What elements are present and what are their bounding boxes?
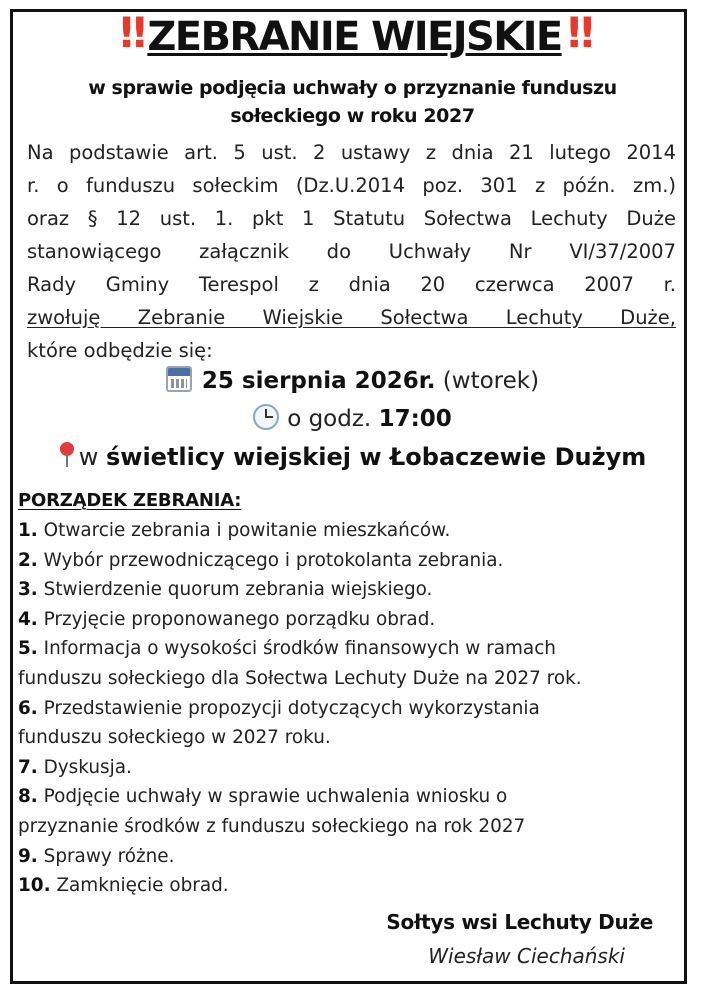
agenda-list [18,516,683,901]
agenda-item [18,546,683,576]
location-pin-icon [59,442,75,468]
agenda-item-continuation: funduszu sołeckiego dla Sołectwa Lechuty Duże na 2027 rok. [18,667,582,689]
agenda-item-text: Informacja o wysokości środków finansowych w ramach [37,638,556,660]
agenda-item-text: Otwarcie zebrania i powitanie mieszkańców. [37,520,451,541]
meeting-date [0,366,705,394]
agenda-item-number: 10. [18,875,51,897]
intro-line-convocation: zwołuję Zebranie Wiejskie Sołectwa Lechuty Duże, [27,306,676,329]
agenda-item-text: Przedstawienie propozycji dotyczących wykorzystania [37,697,540,719]
agenda-item-number: 5. [18,638,38,660]
agenda-item-text: Sprawy różne. [37,845,175,867]
agenda-item-number: 9. [18,845,38,867]
agenda-item [18,516,683,546]
agenda-item-number: 2. [18,549,38,571]
agenda-item-continuation: przyznanie środków z funduszu sołeckiego na rok 2027 [18,815,526,837]
subtitle-line-1: w sprawie podjęcia uchwały o przyznanie funduszu [88,77,617,99]
agenda-item-text: Stwierdzenie quorum zebrania wiejskiego. [37,579,433,601]
agenda-item [18,605,683,635]
agenda-item-number: 7. [18,756,38,778]
meeting-time [0,404,705,432]
agenda-item-number: 6. [18,697,38,719]
intro-line: Rady Gminy Terespol z dnia 20 czerwca 2007 r. [27,273,676,296]
agenda-item [18,694,683,724]
agenda-item-number: 1. [18,520,38,541]
clock-icon [253,404,279,430]
place-prefix: w [78,443,106,471]
agenda-item [18,842,683,872]
agenda-item-number: 3. [18,579,38,601]
agenda-item [18,575,683,605]
agenda-item-text: Przyjęcie proponowanego porządku obrad. [37,608,436,630]
agenda-item-text: Podjęcie uchwały w sprawie uchwalenia wniosku o [37,786,508,808]
agenda-item-text: Zamknięcie obrad. [50,875,229,897]
signature-role: Sołtys wsi Lechuty Duże [386,910,653,934]
date-day: (wtorek) [435,368,540,394]
double-exclamation-icon: ‼ [567,8,587,57]
agenda-item-number: 4. [18,608,38,630]
agenda-item [18,871,683,901]
meeting-place [0,442,705,471]
agenda-item-text: Dyskusja. [37,756,132,778]
intro-line: Na podstawie art. 5 ust. 2 ustawy z dnia 21 lutego 2014 [27,141,676,164]
subtitle-line-2: sołeckiego w roku 2027 [230,105,475,127]
agenda-heading: PORZĄDEK ZEBRANIA: [18,490,242,511]
intro-line: r. o funduszu sołeckim (Dz.U.2014 poz. 301 z późn. zm.) [27,174,676,197]
intro-line: które odbędzie się: [27,339,213,362]
time-prefix: o godz. [287,406,379,432]
intro-line: oraz § 12 ust. 1. pkt 1 Statutu Sołectwa Lechuty Duże [27,207,676,230]
title-row [0,8,705,61]
agenda-item-continuation: funduszu sołeckiego w 2027 roku. [18,727,331,749]
page-title: ZEBRANIE WIEJSKIE [147,13,562,60]
agenda-item-text: Wybór przewodniczącego i protokolanta zebrania. [37,549,504,571]
agenda-item [18,782,683,812]
double-exclamation-icon: ‼ [120,8,140,57]
date-value: 25 sierpnia 2026r. [201,368,436,394]
agenda-item-number: 8. [18,786,38,808]
calendar-icon [166,366,192,392]
place-value: świetlicy wiejskiej w Łobaczewie Dużym [105,443,647,471]
signature-name: Wiesław Ciechański [428,944,625,968]
agenda-item [18,634,683,664]
intro-line: stanowiącego załącznik do Uchwały Nr VI/37/2007 [27,240,676,263]
intro-paragraph [27,136,676,367]
agenda-item [18,753,683,783]
time-value: 17:00 [378,406,452,432]
